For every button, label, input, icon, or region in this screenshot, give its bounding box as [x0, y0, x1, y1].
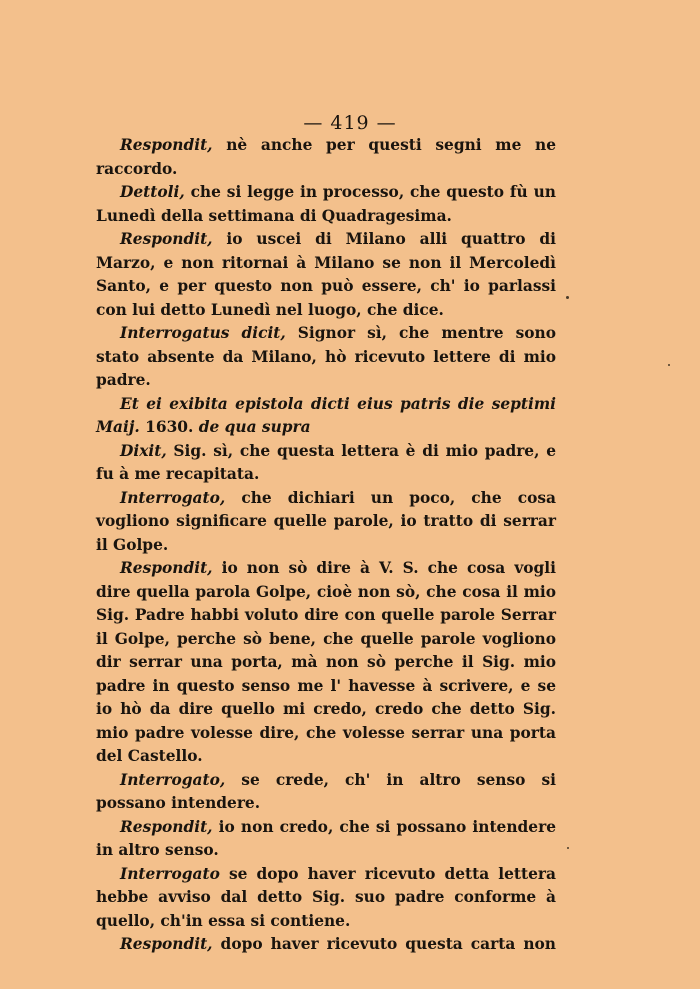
paragraph-1 [96, 134, 556, 181]
paragraph-9 [96, 769, 556, 816]
speaker-lead: Respondit, [120, 559, 213, 577]
paragraph-text: io uscei di Milano alli quattro di Marzo, e non ritornai à Milano se non il Mercoledì Santo, e per questo non può essere, ch' io parlassi con lui detto Lunedì nel luogo, che dice. [96, 230, 556, 319]
speaker-lead: Dettoli, [120, 183, 185, 201]
paragraph-10 [96, 816, 556, 863]
ink-speck [668, 364, 670, 366]
speaker-lead: Et ei exibita epistola dicti eius patris die septimi Maij. [96, 394, 556, 436]
paragraph-text: io non credo, che si possano intendere in altro senso. [96, 817, 556, 859]
paragraph-text: Signor sì, che mentre sono stato absente da Milano, hò ricevuto lettere di mio padre. [96, 324, 556, 389]
speaker-lead: Respondit, [120, 230, 213, 248]
paragraph-2 [96, 181, 556, 228]
paragraph-12 [96, 933, 556, 957]
speaker-lead: Interrogato, [120, 488, 226, 507]
speaker-lead: Respondit, [120, 136, 213, 154]
speaker-lead: Interrogato, [120, 770, 226, 789]
speaker-lead: Dixit, [120, 441, 167, 460]
paragraph-text: dopo haver ricevuto questa carta non [212, 935, 556, 953]
ink-speck [567, 847, 569, 849]
speaker-lead: Interrogato [120, 864, 220, 883]
paragraph-8 [96, 557, 556, 769]
paragraph-tail: de qua supra [198, 418, 311, 436]
paragraph-text: che si legge in processo, che questo fù un Lunedì della settimana di Quadragesima. [96, 183, 556, 225]
paragraph-text: se crede, ch' in altro senso si possano intendere. [96, 770, 556, 812]
paragraph-text: se dopo haver ricevuto detta lettera hebbe avviso dal detto Sig. suo padre conforme à quello, ch'in essa si contiene. [96, 864, 556, 930]
paragraph-4 [96, 322, 556, 393]
paragraph-text: Sig. sì, che questa lettera è di mio padre, e fu à me recapitata. [96, 441, 556, 483]
body-text [96, 134, 556, 957]
ink-speck [566, 296, 569, 299]
paragraph-3 [96, 228, 556, 322]
paragraph-text: io non sò dire à V. S. che cosa vogli dire quella parola Golpe, cioè non sò, che cosa il mio Sig. Padre habbi voluto dire con quelle parole Serrar il Golpe, perche sò bene, che quelle parole vogliono dir serrar una porta, mà non sò perche il Sig. mio padre in questo senso me l' havesse à scrivere, e se io hò da dire quello mi credo, credo che detto Sig. mio padre volesse dire, che volesse serrar una porta del Castello. [96, 559, 556, 765]
paragraph-text: 1630. [139, 418, 199, 436]
speaker-lead: Interrogatus dicit, [120, 324, 286, 342]
paragraph-text: che dichiari un poco, che cosa vogliono significare quelle parole, io tratto di serrar il Golpe. [96, 488, 556, 554]
speaker-lead: Respondit, [120, 817, 213, 836]
paragraph-11 [96, 863, 556, 934]
speaker-lead: Respondit, [120, 935, 213, 953]
paragraph-6 [96, 440, 556, 487]
paragraph-7 [96, 487, 556, 558]
paragraph-text: nè anche per questi segni me ne raccordo. [96, 136, 556, 178]
page-number: — 419 — [303, 112, 397, 134]
paragraph-5 [96, 393, 556, 440]
